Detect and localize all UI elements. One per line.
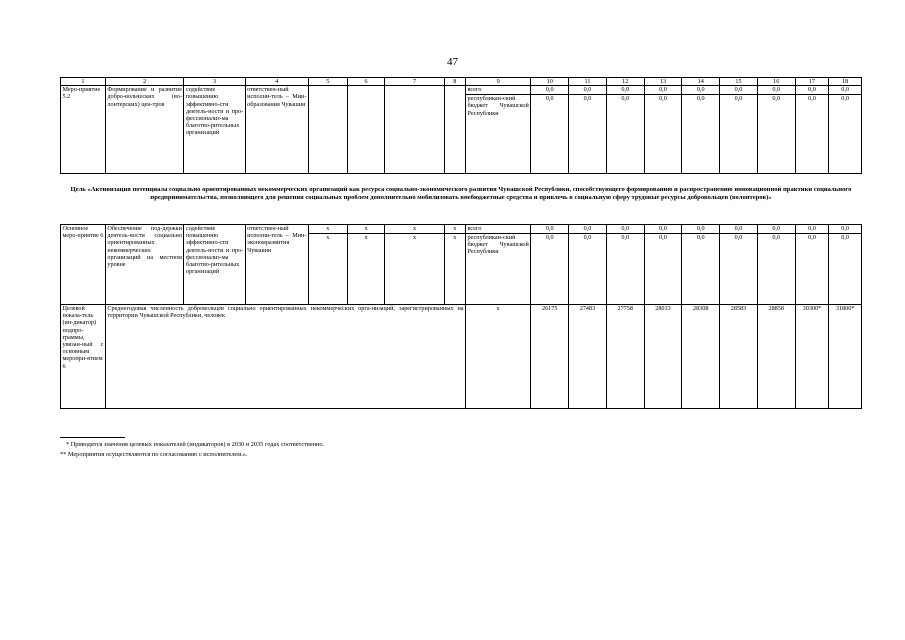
column-number-row <box>61 78 862 86</box>
x-cell: x <box>444 234 465 305</box>
indicator-value: 28308 <box>682 305 720 409</box>
empty-cell <box>444 86 465 174</box>
funding-source: республикан-ский бюджет Чувашской Республики <box>466 95 531 174</box>
measure-result: содействие повышению эффективно-сти деятель-ности и про-фессионализ-ма благотво-рительных организаций <box>184 225 245 305</box>
indicator-value: 28858 <box>757 305 795 409</box>
value-cell: 0,0 <box>757 234 795 305</box>
empty-cell <box>347 86 385 174</box>
value-cell: 0,0 <box>569 225 607 234</box>
x-cell: x <box>308 234 347 305</box>
value-cell: 0,0 <box>720 95 758 174</box>
funding-source: республикан-ский бюджет Чувашской Республики <box>466 234 531 305</box>
funding-source: всего <box>466 225 531 234</box>
value-cell: 0,0 <box>531 95 569 174</box>
program-table-top <box>60 77 862 174</box>
value-cell: 0,0 <box>531 234 569 305</box>
page-number: 47 <box>447 56 458 68</box>
col-num: 9 <box>466 78 531 86</box>
col-num: 8 <box>444 78 465 86</box>
col-num: 15 <box>720 78 758 86</box>
value-cell: 0,0 <box>682 234 720 305</box>
value-cell: 0,0 <box>829 234 862 305</box>
value-cell: 0,0 <box>795 95 829 174</box>
col-num: 17 <box>795 78 829 86</box>
indicator-value: 27758 <box>606 305 644 409</box>
value-cell: 0,0 <box>829 86 862 95</box>
value-cell: 0,0 <box>569 234 607 305</box>
indicator-value: 28033 <box>644 305 682 409</box>
program-table-bottom <box>60 224 862 409</box>
x-cell: x <box>466 305 531 409</box>
value-cell: 0,0 <box>606 95 644 174</box>
measure-code: Меро-приятие 5.2 <box>61 86 106 174</box>
footnote: ** Мероприятия осуществляются по согласованию с исполнителем.». <box>60 451 248 458</box>
value-cell: 0,0 <box>644 95 682 174</box>
x-cell: x <box>444 225 465 234</box>
col-num: 12 <box>606 78 644 86</box>
value-cell: 0,0 <box>720 225 758 234</box>
indicator-value: 27483 <box>569 305 607 409</box>
value-cell: 0,0 <box>569 95 607 174</box>
measure-executor: ответствен-ный исполни-тель – Мин-экономразвития Чувашии <box>245 225 308 305</box>
value-cell: 0,0 <box>682 225 720 234</box>
col-num: 6 <box>347 78 385 86</box>
value-cell: 0,0 <box>606 86 644 95</box>
value-cell: 0,0 <box>757 95 795 174</box>
col-num: 5 <box>308 78 347 86</box>
col-num: 11 <box>569 78 607 86</box>
value-cell: 0,0 <box>531 86 569 95</box>
x-cell: x <box>347 234 385 305</box>
table-row <box>61 86 862 95</box>
value-cell: 0,0 <box>720 86 758 95</box>
measure-result: содействие повышению эффективно-сти деятель-ности и про-фессионализ-ма благотво-рительных организаций <box>184 86 245 174</box>
x-cell: x <box>347 225 385 234</box>
value-cell: 0,0 <box>757 225 795 234</box>
goal-heading: Цель «Активизация потенциала социально ориентированных некоммерческих организаций как ресурса социально-экономического развития Чувашской Республики, способствующего формированию и распространению инновационной практики социального предпринимательства, позволяющего для решения социальных проблем дополнительно мобилизовать внебюджетные средства и привлечь в социальную сферу трудовые ресурсы добровольцев (волонтеров)» <box>70 186 852 202</box>
indicator-row <box>61 305 862 409</box>
value-cell: 0,0 <box>606 225 644 234</box>
col-num: 7 <box>385 78 444 86</box>
empty-cell <box>308 86 347 174</box>
value-cell: 0,0 <box>795 234 829 305</box>
col-num: 18 <box>829 78 862 86</box>
value-cell: 0,0 <box>682 95 720 174</box>
indicator-value: 31800* <box>829 305 862 409</box>
col-num: 16 <box>757 78 795 86</box>
col-num: 10 <box>531 78 569 86</box>
value-cell: 0,0 <box>682 86 720 95</box>
value-cell: 0,0 <box>569 86 607 95</box>
measure-name: Обеспечение под-держки деятель-ности социально ориентированных некоммерческих организаций на местном уровне <box>105 225 184 305</box>
x-cell: x <box>385 225 444 234</box>
measure-name: Формирование и развитие добро-вольческих (во-лонтерских) цен-тров <box>105 86 184 174</box>
col-num: 3 <box>184 78 245 86</box>
value-cell: 0,0 <box>606 234 644 305</box>
value-cell: 0,0 <box>795 225 829 234</box>
col-num: 4 <box>245 78 308 86</box>
col-num: 13 <box>644 78 682 86</box>
footnote: * Приводятся значения целевых показателей (индикаторов) в 2030 и 2035 годах соответственно. <box>66 441 325 448</box>
value-cell: 0,0 <box>531 225 569 234</box>
value-cell: 0,0 <box>644 234 682 305</box>
x-cell: x <box>385 234 444 305</box>
table-row <box>61 225 862 234</box>
indicator-value: 30300* <box>795 305 829 409</box>
measure-executor: ответствен-ный исполни-тель – Мин-образования Чувашии <box>245 86 308 174</box>
value-cell: 0,0 <box>829 225 862 234</box>
funding-source: всего <box>466 86 531 95</box>
value-cell: 0,0 <box>829 95 862 174</box>
col-num: 1 <box>61 78 106 86</box>
value-cell: 0,0 <box>644 225 682 234</box>
indicator-value: 26175 <box>531 305 569 409</box>
indicator-label: Целевой показа-тель (ин-дикатор) подпро-граммы, увязан-ный с основным меропри-ятием 6 <box>61 305 106 409</box>
col-num: 14 <box>682 78 720 86</box>
value-cell: 0,0 <box>644 86 682 95</box>
empty-cell <box>385 86 444 174</box>
measure-code: Основное меро-приятие 6 <box>61 225 106 305</box>
indicator-value: 28583 <box>720 305 758 409</box>
x-cell: x <box>308 225 347 234</box>
col-num: 2 <box>105 78 184 86</box>
value-cell: 0,0 <box>795 86 829 95</box>
indicator-text: Среднегодовая численность добровольцев социально ориентированных некоммерческих орга-низаций, зарегистрированных на территории Чувашской Республики, человек <box>105 305 465 409</box>
value-cell: 0,0 <box>757 86 795 95</box>
value-cell: 0,0 <box>720 234 758 305</box>
footnote-divider <box>60 437 125 438</box>
